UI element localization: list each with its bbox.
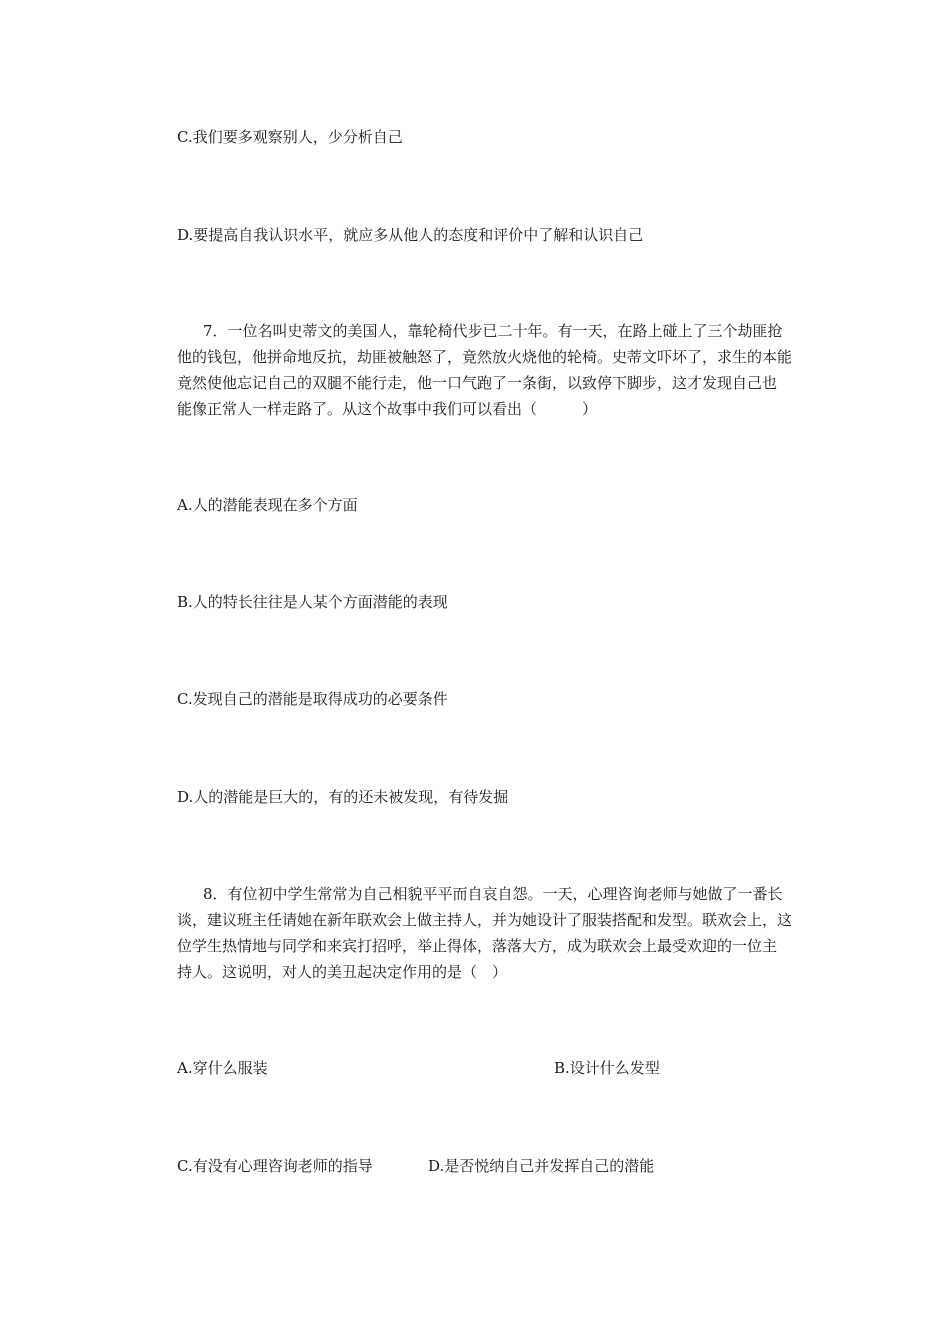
q7-option-a: A.人的潜能表现在多个方面	[177, 496, 358, 514]
q7-stem-line-4: 能像正常人一样走路了。从这个故事中我们可以看出（ ）	[177, 400, 598, 418]
q8-option-a: A.穿什么服装	[177, 1059, 268, 1077]
q8-option-d: D.是否悦纳自己并发挥自己的潜能	[428, 1157, 655, 1175]
q8-option-b: B.设计什么发型	[554, 1059, 660, 1077]
q8-stem-line-2: 谈，建议班主任请她在新年联欢会上做主持人，并为她设计了服装搭配和发型。联欢会上，这	[177, 911, 793, 929]
q7-stem-line-2: 他的钱包，他拼命地反抗，劫匪被触怒了，竟然放火烧他的轮椅。史蒂文吓坏了，求生的本能	[177, 348, 793, 366]
q8-stem-line-3: 位学生热情地与同学和来宾打招呼，举止得体，落落大方，成为联欢会上最受欢迎的一位主	[177, 937, 778, 955]
q7-option-d: D.人的潜能是巨大的，有的还未被发现，有待发掘	[177, 788, 509, 806]
q6-option-c: C.我们要多观察别人，少分析自己	[177, 128, 403, 146]
q7-option-c: C.发现自己的潜能是取得成功的必要条件	[177, 690, 448, 708]
q7-stem-line-1: 7．一位名叫史蒂文的美国人，靠轮椅代步已二十年。有一天，在路上碰上了三个劫匪抢	[203, 322, 783, 340]
q7-stem-line-3: 竟然使他忘记自己的双腿不能行走，他一口气跑了一条街，以致停下脚步，这才发现自己也	[177, 374, 778, 392]
q8-option-c: C.有没有心理咨询老师的指导	[177, 1157, 373, 1175]
q7-option-b: B.人的特长往往是人某个方面潜能的表现	[177, 593, 448, 611]
q8-stem-line-4: 持人。这说明，对人的美丑起决定作用的是（ ）	[177, 963, 508, 981]
q6-option-d: D.要提高自我认识水平，就应多从他人的态度和评价中了解和认识自己	[177, 226, 644, 244]
q8-stem-line-1: 8．有位初中学生常常为自己相貌平平而自哀自怨。一天，心理咨询老师与她做了一番长	[203, 885, 783, 903]
